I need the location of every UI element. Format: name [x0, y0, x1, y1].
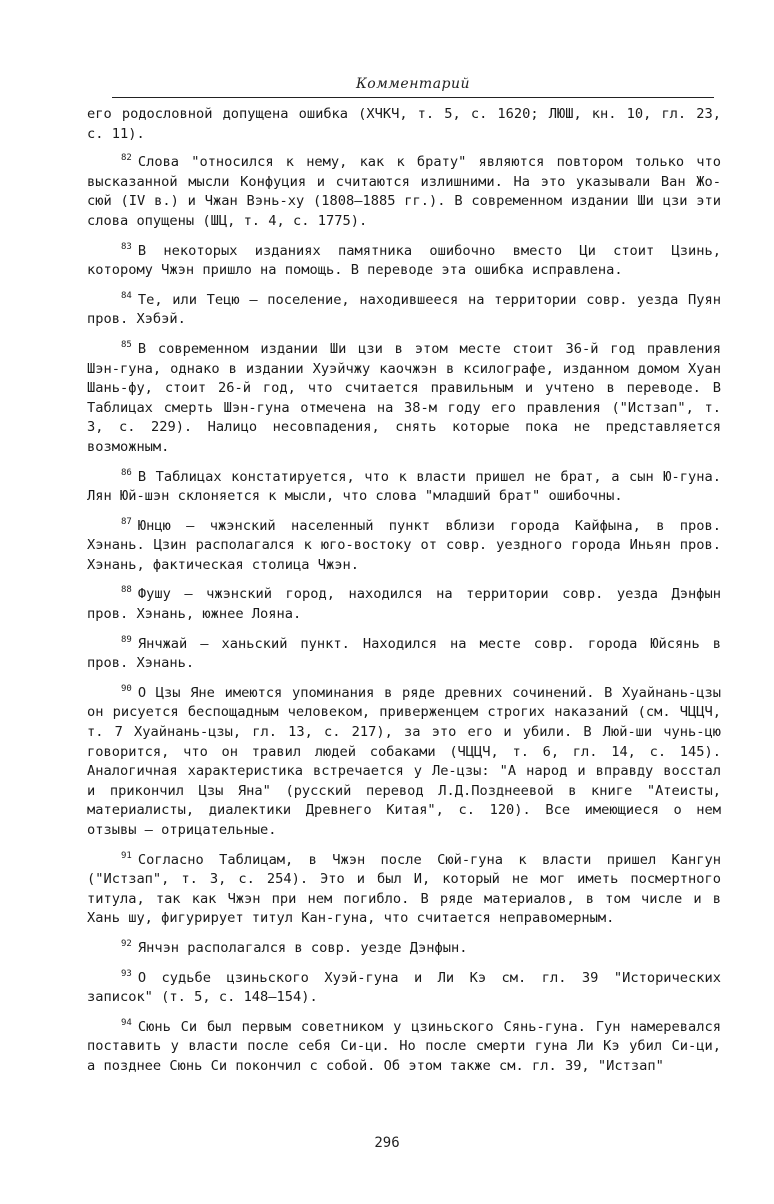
footnote-90 [87, 680, 721, 841]
footnote-number: 87 [121, 516, 132, 527]
footnote-86 [87, 464, 721, 507]
footnote-text: Янчжай — ханьский пункт. Находился на месте совр. города Юйсянь в пров. Хэнань. [87, 635, 721, 672]
footnote-89 [87, 631, 721, 674]
header-rule [112, 97, 714, 98]
footnote-92 [87, 935, 721, 959]
footnote-82 [87, 149, 721, 231]
footnote-number: 89 [121, 634, 132, 645]
footnote-text: В современном издании Ши цзи в этом месте стоит 36-й год правления Шэн-гуна, однако в издании Хуэйчжу каочжэн в ксилографе, изданном домом Хуан Шань-фу, стоит 26-й год, что считается правильным и учтено в переводе. В Таблицах смерть Шэн-гуна отмечена на 38-м году его правления ("Истзап", т. 3, с. 229). Налицо несовпадения, снять которые пока не представляется возможным. [87, 340, 721, 455]
footnote-text: Юнцю — чжэнский населенный пункт вблизи города Кайфына, в пров. Хэнань. Цзин располагался к юго-востоку от совр. уездного города Иньян пров. Хэнань, фактическая столица Чжэн. [87, 517, 721, 573]
footnote-text: Янчэн располагался в совр. уезде Дэнфын. [137, 939, 468, 956]
footnote-number: 84 [121, 290, 132, 301]
footnote-number: 90 [121, 683, 132, 694]
footnote-number: 94 [121, 1017, 132, 1028]
footnote-93 [87, 965, 721, 1008]
footnote-text: Фушу — чжэнский город, находился на территории совр. уезда Дэнфын пров. Хэнань, южнее Лояна. [87, 586, 721, 623]
footnote-87 [87, 513, 721, 576]
footnote-91 [87, 847, 721, 929]
footnote-number: 92 [121, 938, 132, 949]
footnote-83 [87, 238, 721, 281]
footnote-number: 93 [121, 968, 132, 979]
page-number: 296 [374, 1135, 400, 1151]
footnote-text: Те, или Тецю — поселение, находившееся на территории совр. уезда Пуян пров. Хэбэй. [87, 291, 721, 328]
running-header: Комментарий [355, 76, 471, 92]
footnote-text: О судьбе цзиньского Хуэй-гуна и Ли Кэ см. гл. 39 "Исторических записок" (т. 5, с. 148–154). [87, 969, 721, 1006]
footnote-text: В Таблицах констатируется, что к власти пришел не брат, а сын Ю-гуна. Лян Юй-шэн склоняется к мысли, что слова "младший брат" ошибочны. [87, 468, 721, 505]
footnote-text: Согласно Таблицам, в Чжэн после Сюй-гуна к власти пришел Кангун ("Истзап", т. 3, с. 254). Это и был И, который не мог иметь посмертного титула, так как Чжэн при нем погибло. В ряде материалов, в том числе и в Хань шу, фигурирует титул Кан-гуна, что считается неправомерным. [87, 851, 721, 927]
footnote-text: Слова "относился к нему, как к брату" являются повтором только что высказанной мысли Конфуция и считаются излишними. На это указывали Ван Жо-сюй (IV в.) и Чжан Вэнь-ху (1808–1885 гг.). В современном издании Ши цзи эти слова опущены (ШЦ, т. 4, с. 1775). [87, 154, 721, 229]
footnote-88 [87, 581, 721, 624]
footnote-number: 82 [121, 153, 132, 164]
footnote-number: 88 [121, 585, 132, 596]
footnote-text: Сюнь Си был первым советником у цзиньского Сянь-гуна. Гун намеревался поставить у власти после себя Си-ци. Но после смерти гуна Ли Кэ убил Си-ци, а позднее Сюнь Си покончил с собой. Об этом также см. гл. 39, "Истзап" [87, 1018, 721, 1074]
footnote-text: О Цзы Яне имеются упоминания в ряде древних сочинений. В Хуайнань-цзы он рисуется беспощадным человеком, приверженцем строгих наказаний (см. ЧЦЦЧ, т. 7 Хуайнань-цзы, гл. 13, с. 217), за это его и убили. В Люй-ши чунь-цю говорится, что он травил людей собаками (ЧЦЦЧ, т. 6, гл. 14, с. 145). Аналогичная характеристика встречается у Ле-цзы: "А народ и вправду восстал и прикончил Цзы Яна" (русский перевод Л.Д.Позднеевой в книге "Атеисты, материалисты, диалектики Древнего Китая", с. 120). Все имеющиеся о нем отзывы — отрицательные. [87, 684, 721, 838]
footnote-84 [87, 287, 721, 330]
footnote-85 [87, 336, 721, 458]
footnote-text: В некоторых изданиях памятника ошибочно вместо Ци стоит Цзинь, которому Чжэн пришло на помощь. В переводе эта ошибка исправлена. [87, 242, 721, 279]
continued-paragraph: его родословной допущена ошибка (ХЧКЧ, т. 5, с. 1620; ЛЮШ, кн. 10, гл. 23, с. 11). [87, 106, 721, 142]
commentary-body [87, 105, 721, 1083]
footnote-number: 85 [121, 339, 132, 350]
footnote-number: 91 [121, 850, 132, 861]
footnote-94 [87, 1014, 721, 1077]
footnote-number: 83 [121, 241, 132, 252]
footnote-number: 86 [121, 467, 132, 478]
